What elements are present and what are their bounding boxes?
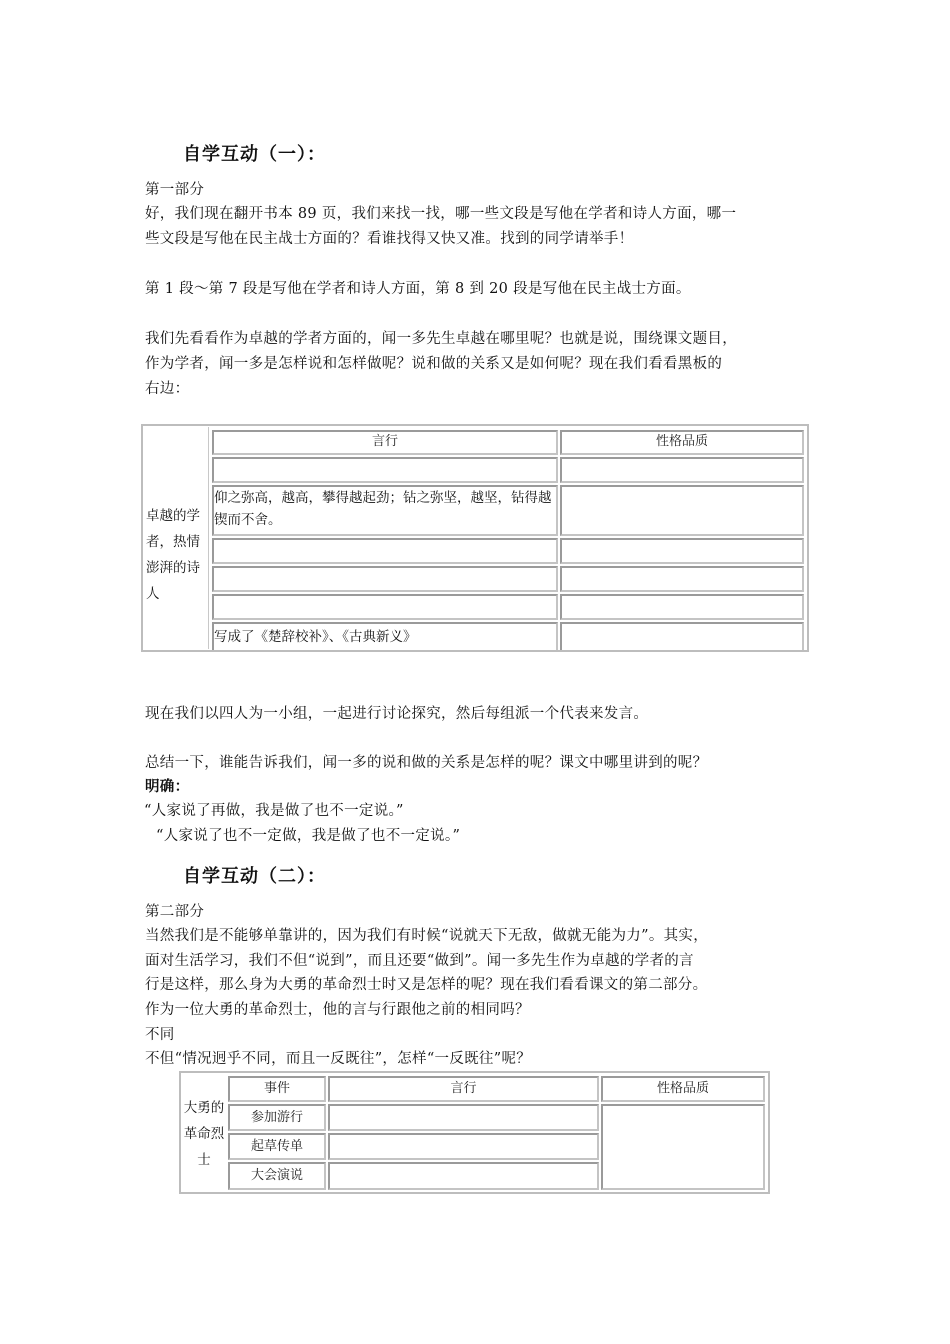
section1-para3-line1: 我们先看看作为卓越的学者方面的，闻一多先生卓越在哪里呢？也就是说，围绕课文题目， <box>145 331 737 347</box>
martyr-table-event: 起草传单 <box>228 1133 326 1160</box>
scholar-table-cell <box>560 485 804 536</box>
section2-question: 作为一位大勇的革命烈士，他的言与行跟他之前的相同吗？ <box>145 1002 530 1018</box>
section1-para2: 第 1 段～第 7 段是写他在学者和诗人方面，第 8 到 20 段是写他在民主战士方面。 <box>145 281 691 297</box>
scholar-table-quote-cell <box>212 485 558 536</box>
quote-1: “人家说了再做，我是做了也不一定说。” <box>144 803 404 819</box>
martyr-table-event: 大会演说 <box>228 1162 326 1190</box>
section1-para3-line2: 作为学者，闻一多是怎样说和怎样做呢？说和做的关系又是如何呢？现在我们看看黑板的 <box>145 356 723 372</box>
scholar-table-header-speech: 言行 <box>212 430 558 455</box>
martyr-table-event: 参加游行 <box>228 1104 326 1131</box>
scholar-table-cell <box>560 622 804 650</box>
scholar-table <box>141 424 809 652</box>
section1-part-label: 第一部分 <box>145 182 205 198</box>
scholar-table-books-cell <box>212 622 558 650</box>
martyr-table-row-label: 大勇的革命烈士 <box>183 1100 225 1168</box>
section2-answer: 不同 <box>145 1027 175 1043</box>
scholar-table-cell <box>560 538 804 564</box>
scholar-table-row-label-cell <box>144 427 209 649</box>
section2-followup: 不但“情况迥乎不同，而且一反既往”，怎样“一反既往”呢？ <box>145 1051 532 1067</box>
scholar-table-cell <box>212 538 558 564</box>
section2-heading: 自学互动（二）： <box>183 866 326 887</box>
scholar-table-cell <box>212 594 558 620</box>
martyr-table-header-event: 事件 <box>228 1076 326 1102</box>
scholar-table-cell <box>212 566 558 592</box>
martyr-table-quality-cell <box>601 1104 765 1190</box>
quote-2: “人家说了也不一定做，我是做了也不一定说。” <box>156 828 461 844</box>
scholar-table-books: 写成了《楚辞校补》、《古典新义》 <box>214 629 417 645</box>
martyr-table-cell <box>328 1133 599 1160</box>
section2-para1-line2: 面对生活学习，我们不但“说到”，而且还要“做到”。闻一多先生作为卓越的学者的言 <box>145 953 694 969</box>
group-task: 现在我们以四人为一小组，一起进行讨论探究，然后每组派一个代表来发言。 <box>145 706 649 722</box>
clarify-label: 明确： <box>145 779 190 795</box>
martyr-table-cell <box>328 1104 599 1131</box>
scholar-table-cell <box>560 566 804 592</box>
section1-heading: 自学互动（一）： <box>183 144 326 165</box>
martyr-table-cell <box>328 1162 599 1190</box>
scholar-table-quote: 仰之弥高，越高，攀得越起劲；钻之弥坚，越坚，钻得越锲而不舍。 <box>214 490 552 528</box>
scholar-table-cell <box>560 594 804 620</box>
martyr-table-header-quality: 性格品质 <box>601 1076 765 1102</box>
martyr-table <box>179 1071 770 1194</box>
section1-para1-line2: 些文段是写他在民主战士方面的？看谁找得又快又准。找到的同学请举手！ <box>145 231 634 247</box>
scholar-table-cell <box>212 457 558 483</box>
scholar-table-cell <box>560 457 804 483</box>
section2-para1-line1: 当然我们是不能够单靠讲的，因为我们有时候“说就天下无敌，做就无能为力”。其实， <box>145 928 709 944</box>
summary-question: 总结一下，谁能告诉我们，闻一多的说和做的关系是怎样的呢？课文中哪里讲到的呢？ <box>145 755 708 771</box>
martyr-table-header-speech: 言行 <box>328 1076 599 1102</box>
section2-para1-line3: 行是这样，那么身为大勇的革命烈士时又是怎样的呢？现在我们看看课文的第二部分。 <box>145 977 708 993</box>
scholar-table-header-quality: 性格品质 <box>560 430 804 455</box>
section1-para3-line3: 右边： <box>145 381 190 397</box>
section1-para1-line1: 好，我们现在翻开书本 89 页，我们来找一找，哪一些文段是写他在学者和诗人方面，哪一 <box>145 206 737 222</box>
scholar-table-row-label: 卓越的学者，热情澎湃的诗人 <box>146 508 200 602</box>
section2-part-label: 第二部分 <box>145 904 205 920</box>
